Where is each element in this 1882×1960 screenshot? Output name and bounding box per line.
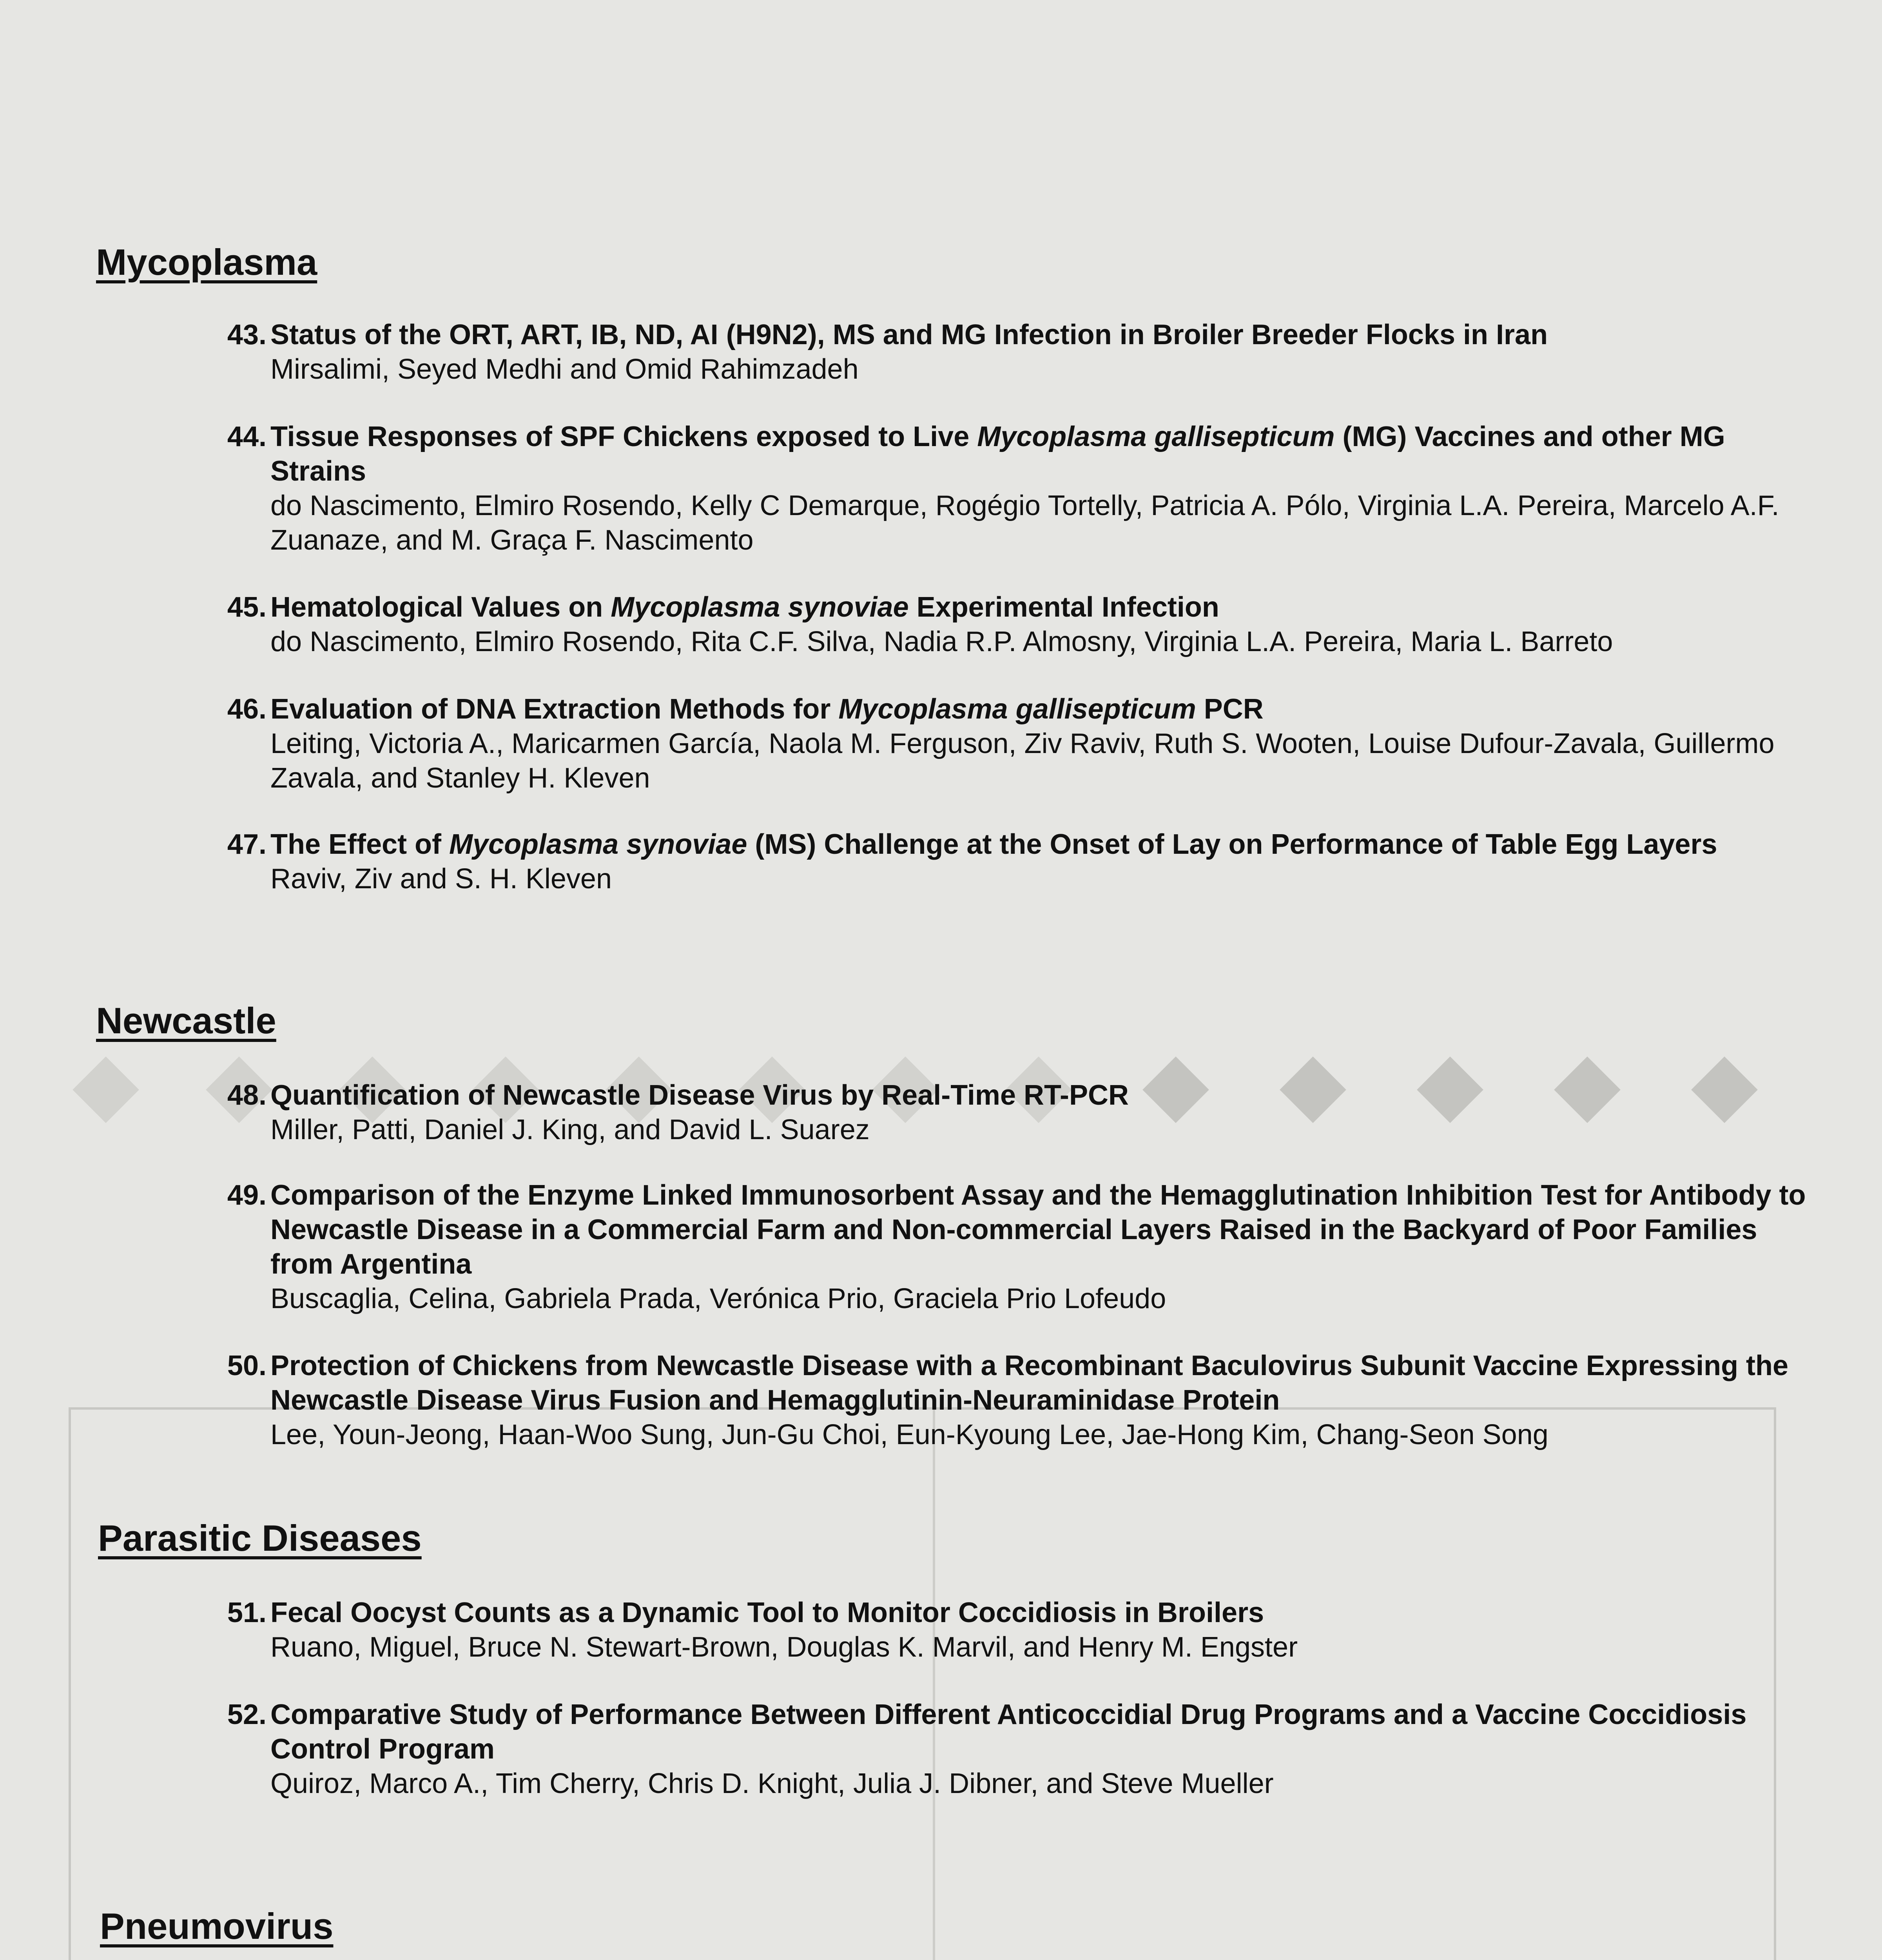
show-through-box (69, 1407, 1776, 1960)
entry-title: Tissue Responses of SPF Chickens exposed to Live Mycoplasma gallisepticum (MG) Vaccines and other MG Strains (270, 421, 1725, 487)
entry-number: 50. (227, 1350, 267, 1381)
section-heading: Parasitic Diseases (98, 1517, 422, 1559)
show-through-divider (933, 1407, 935, 1960)
diamond-ornament (73, 1056, 139, 1123)
section-heading: Mycoplasma (96, 241, 317, 283)
section-heading: Newcastle (96, 1000, 276, 1041)
entry-authors: do Nascimento, Elmiro Rosendo, Rita C.F. Silva, Nadia R.P. Almosny, Virginia L.A. Pereira, Maria L. Barreto (270, 626, 1613, 657)
entry-authors: Ruano, Miguel, Bruce N. Stewart-Brown, Douglas K. Marvil, and Henry M. Engster (270, 1632, 1298, 1663)
entry-title: Comparison of the Enzyme Linked Immunosorbent Assay and the Hemagglutination Inhibition Test for Antibody to Newcastle Disease in a Commercial Farm and Non-commercial Layers Raised in the Backyard of Poor Families from Argentina (270, 1180, 1806, 1280)
entry-title: Evaluation of DNA Extraction Methods for Mycoplasma gallisepticum PCR (270, 693, 1264, 725)
entry-number: 45. (227, 592, 267, 623)
entry-number: 44. (227, 421, 267, 452)
entry-number: 47. (227, 829, 267, 860)
entry-title: Comparative Study of Performance Between Different Anticoccidial Drug Programs and a Vaccine Coccidiosis Control Program (270, 1699, 1747, 1765)
entry-title: The Effect of Mycoplasma synoviae (MS) Challenge at the Onset of Lay on Performance of Table Egg Layers (270, 829, 1717, 860)
entry-authors: Leiting, Victoria A., Maricarmen García, Naola M. Ferguson, Ziv Raviv, Ruth S. Wooten, Louise Dufour-Zavala, Guillermo Zavala, and Stanley H. Kleven (270, 728, 1775, 794)
entry-title: Protection of Chickens from Newcastle Disease with a Recombinant Baculovirus Subunit Vaccine Expressing the Newcastle Disease Virus Fusion and Hemagglutinin-Neuraminidase Protein (270, 1350, 1789, 1416)
entry-number: 51. (227, 1597, 267, 1628)
entry-title: Hematological Values on Mycoplasma synoviae Experimental Infection (270, 592, 1219, 623)
entry-authors: do Nascimento, Elmiro Rosendo, Kelly C Demarque, Rogégio Tortelly, Patricia A. Pólo, Virginia L.A. Pereira, Marcelo A.F. Zuanaze, and M. Graça F. Nascimento (270, 490, 1779, 556)
entry-authors: Buscaglia, Celina, Gabriela Prada, Verónica Prio, Graciela Prio Lofeudo (270, 1283, 1166, 1314)
entry-authors: Mirsalimi, Seyed Medhi and Omid Rahimzadeh (270, 354, 859, 385)
entry-number: 46. (227, 693, 267, 725)
entry-number: 43. (227, 319, 267, 350)
section-heading: Pneumovirus (100, 1906, 334, 1947)
entry-authors: Miller, Patti, Daniel J. King, and David L. Suarez (270, 1114, 870, 1145)
entry-authors: Quiroz, Marco A., Tim Cherry, Chris D. Knight, Julia J. Dibner, and Steve Mueller (270, 1768, 1274, 1799)
entry-number: 49. (227, 1180, 267, 1211)
entry-authors: Raviv, Ziv and S. H. Kleven (270, 863, 612, 895)
entry-number: 48. (227, 1080, 267, 1111)
entry-title: Status of the ORT, ART, IB, ND, AI (H9N2), MS and MG Infection in Broiler Breeder Flocks in Iran (270, 319, 1548, 350)
entry-authors: Lee, Youn-Jeong, Haan-Woo Sung, Jun-Gu Choi, Eun-Kyoung Lee, Jae-Hong Kim, Chang-Seon Song (270, 1419, 1548, 1450)
entry-title: Fecal Oocyst Counts as a Dynamic Tool to Monitor Coccidiosis in Broilers (270, 1597, 1264, 1628)
entry-title: Quantification of Newcastle Disease Virus by Real-Time RT-PCR (270, 1080, 1129, 1111)
entry-number: 52. (227, 1699, 267, 1730)
